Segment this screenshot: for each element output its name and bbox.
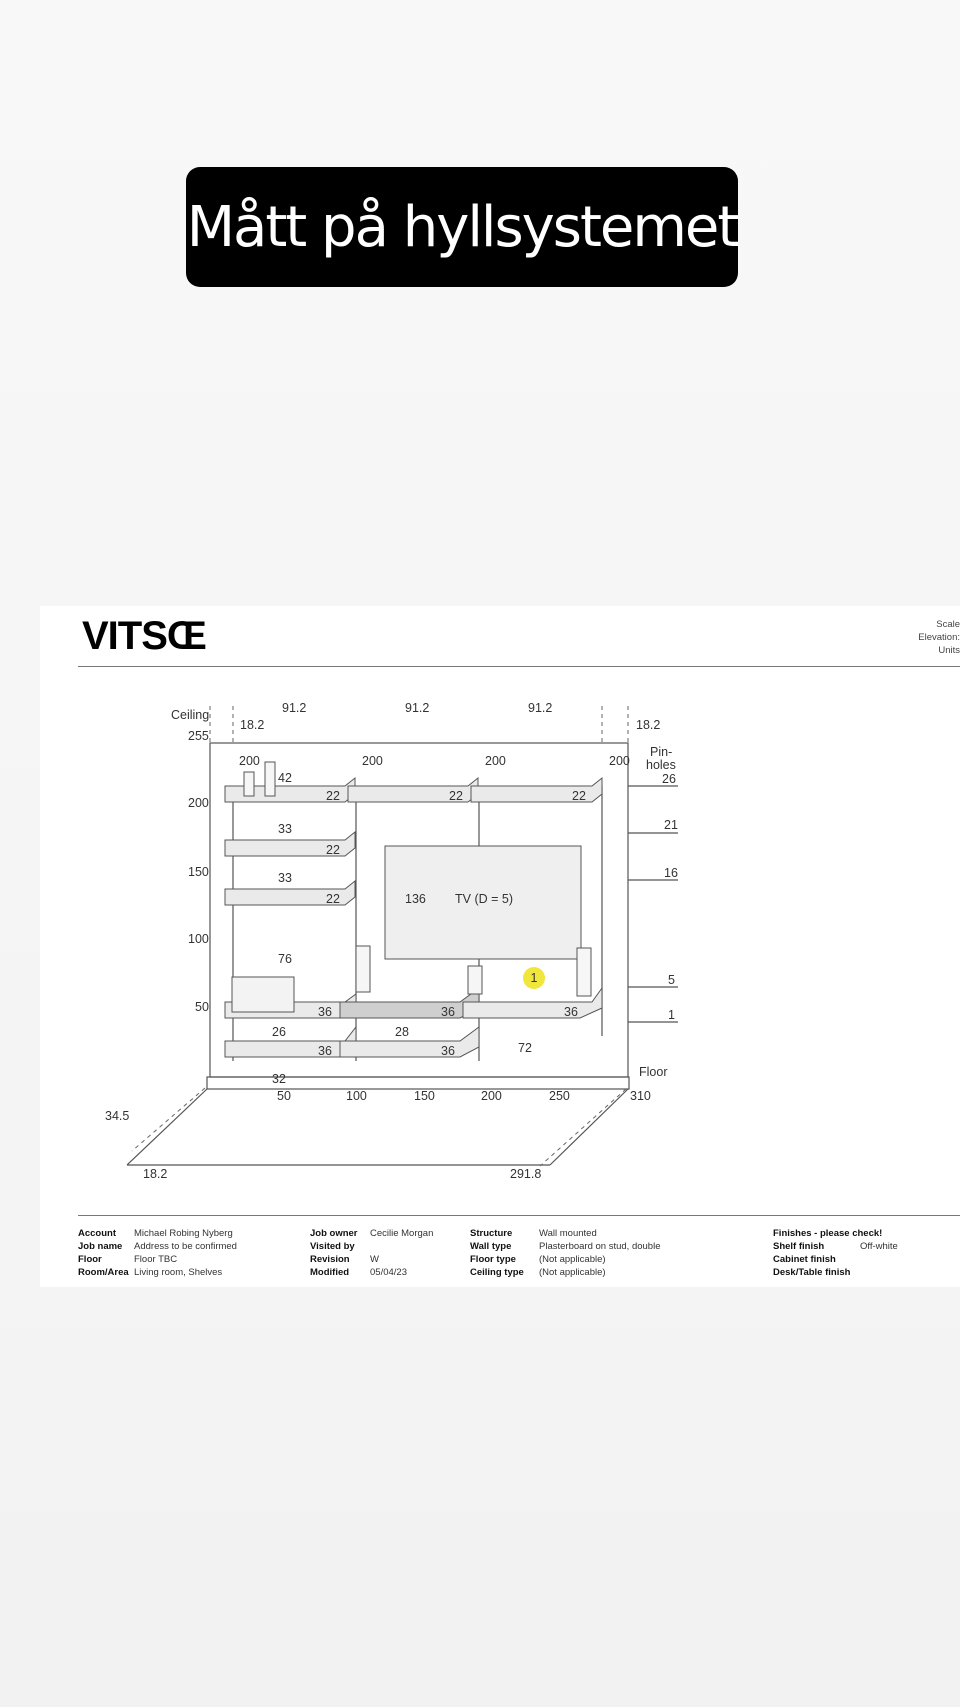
info-column-job: Job owner Cecilie Morgan Visited by Revision W Modified 05/04/23	[310, 1228, 434, 1278]
depth-9: 36	[441, 1044, 455, 1058]
floor-tick-50: 50	[277, 1089, 291, 1103]
gap-7: 72	[518, 1041, 532, 1055]
track-height-1: 200	[362, 754, 383, 768]
gap-6: 32	[272, 1072, 286, 1086]
floor-tick-200: 200	[481, 1089, 502, 1103]
gap-1: 33	[278, 822, 292, 836]
vitsoe-logo: VITSŒ	[82, 614, 206, 658]
depth-4: 22	[326, 892, 340, 906]
gap-4: 26	[272, 1025, 286, 1039]
floor-bottom-right: 291.8	[510, 1167, 542, 1181]
floor-edge-left	[127, 1089, 207, 1165]
depth-0: 22	[326, 789, 340, 803]
meta-scale-label: Scale	[936, 619, 960, 630]
height-150: 150	[188, 865, 209, 879]
pinhole-26: 26	[662, 772, 676, 786]
tv-label: TV (D = 5)	[455, 892, 513, 906]
gap-5: 28	[395, 1025, 409, 1039]
pinholes-label-1: Pin-	[650, 745, 673, 759]
top-width-4: 18.2	[636, 718, 661, 732]
depth-5: 36	[318, 1005, 332, 1019]
meta-elevation-label: Elevation:	[918, 632, 960, 643]
gap-0: 42	[278, 771, 292, 785]
depth-7: 36	[564, 1005, 578, 1019]
floor-bottom-left: 18.2	[143, 1167, 168, 1181]
pinhole-21: 21	[664, 818, 678, 832]
track-height-3: 200	[609, 754, 630, 768]
shelving-elevation-drawing	[40, 606, 960, 1216]
depth-1: 22	[449, 789, 463, 803]
depth-6: 36	[441, 1005, 455, 1019]
gap-3: 76	[278, 952, 292, 966]
pinholes-label-2: holes	[646, 758, 676, 772]
floor-tick-250: 250	[549, 1089, 570, 1103]
height-50: 50	[195, 1000, 209, 1014]
depth-2: 22	[572, 789, 586, 803]
floor-tick-150: 150	[414, 1089, 435, 1103]
pinhole-16: 16	[664, 866, 678, 880]
tv-width: 136	[405, 892, 426, 906]
top-width-3: 91.2	[528, 701, 553, 715]
top-width-0: 18.2	[240, 718, 265, 732]
pinhole-5: 5	[668, 973, 675, 987]
top-width-2: 91.2	[405, 701, 430, 715]
height-200: 200	[188, 796, 209, 810]
floor-tick-100: 100	[346, 1089, 367, 1103]
story-caption: Mått på hyllsystemet	[186, 167, 738, 287]
meta-units-label: Units	[938, 645, 960, 656]
info-column-structure: Structure Wall mounted Wall type Plasterboard on stud, double Floor type (Not applicable) Ceiling type (Not applicable)	[470, 1228, 661, 1278]
floor-label: Floor	[639, 1065, 668, 1079]
track-height-2: 200	[485, 754, 506, 768]
depth-3: 22	[326, 843, 340, 857]
ceiling-label: Ceiling	[171, 708, 210, 722]
drawing-sheet	[40, 606, 960, 1287]
depth-8: 36	[318, 1044, 332, 1058]
floor-plinth	[207, 1077, 629, 1089]
floor-left: 34.5	[105, 1109, 130, 1123]
top-width-1: 91.2	[282, 701, 307, 715]
info-column-account: Account Michael Robing Nyberg Job name Address to be confirmed Floor Floor TBC Room/Area Living room, Shelves	[78, 1228, 237, 1278]
pinhole-1: 1	[668, 1008, 675, 1022]
floor-end: 310	[630, 1089, 651, 1103]
marker-1-label: 1	[530, 971, 538, 985]
height-255: 255	[188, 729, 209, 743]
info-column-finishes: Finishes - please check! Shelf finish Off-white Cabinet finish Desk/Table finish	[773, 1228, 898, 1278]
height-100: 100	[188, 932, 209, 946]
gap-2: 33	[278, 871, 292, 885]
track-height-0: 200	[239, 754, 260, 768]
footer-rule	[78, 1215, 960, 1216]
